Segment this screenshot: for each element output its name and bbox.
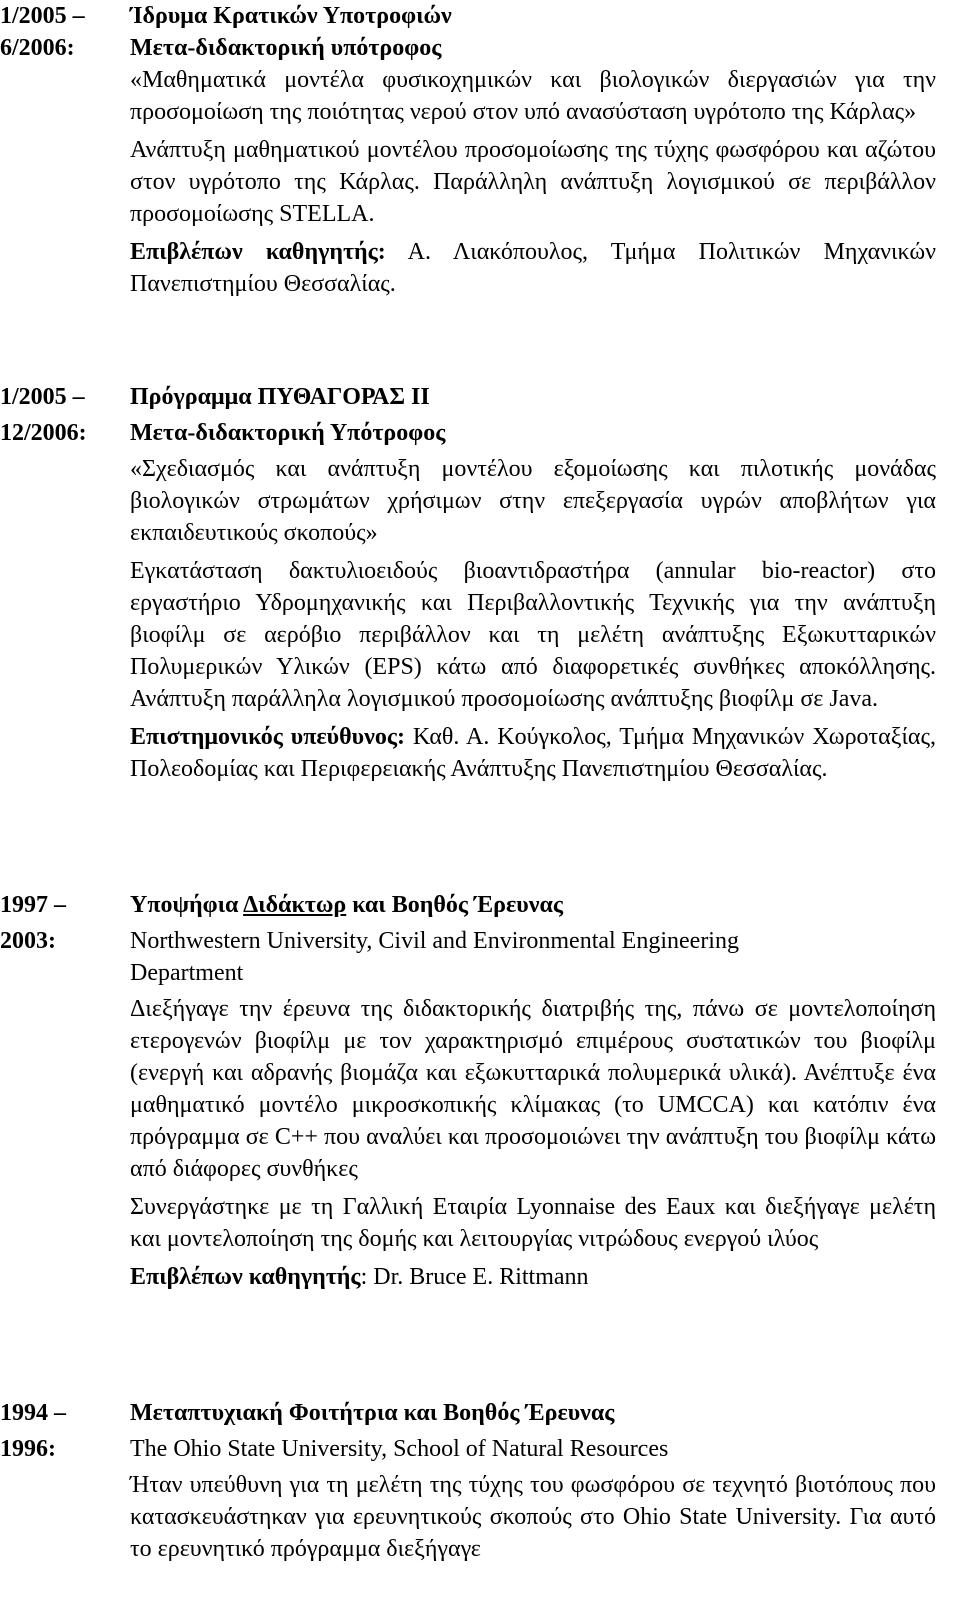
date-end: 1996: (0, 1436, 56, 1462)
cv-entry-pythagoras (0, 381, 960, 787)
date-start: 1/2005 – (0, 384, 85, 410)
entry-paragraph: Εγκατάσταση δακτυλιοειδούς βιοαντιδραστήρα (annular bio-reactor) στο εργαστήριο Υδρομηχανικής και Περιβαλλοντικής Τεχνικής για την ανάπτυξη βιοφίλμ σε αερόβιο περιβάλλον και τη μελέτη ανάπτυξης Εξωκυτταρικών Πολυμερικών Υλικών (EPS) κάτω από διαφορετικές συνθήκες αποκόλλησης. Ανάπτυξη παράλληλα λογισμικού προσομοίωσης ανάπτυξης βιοφίλμ σε Java. (130, 558, 936, 712)
date-start: 1994 – (0, 1400, 66, 1426)
title-part: Υποψήφια (130, 892, 244, 918)
entry-subtitle: Μετα-διδακτορική Υπότροφος (130, 420, 446, 446)
entry-subtitle: Μετα-διδακτορική υπότροφος (130, 35, 442, 61)
entry-institution: The Ohio State University, School of Natural Resources (130, 1436, 669, 1462)
supervisor-line (130, 236, 936, 300)
entry-title: Πρόγραμμα ΠΥΘΑΓΟΡΑΣ ΙΙ (130, 384, 430, 410)
cv-entry-state-scholarships (0, 0, 960, 302)
entry-title (130, 889, 936, 921)
supervisor-label: Επιστημονικός υπεύθυνος: (130, 724, 405, 750)
entry-subheader-row (0, 32, 960, 64)
entry-paragraph: Συνεργάστηκε με τη Γαλλική Εταιρία Lyonnaise des Eaux και διεξήγαγε μελέτη και μοντελοποίηση της δομής και λειτουργίας νιτρώδους ενεργού ιλύος (130, 1194, 936, 1252)
supervisor-line (130, 721, 936, 785)
entry-title: Ίδρυμα Κρατικών Υποτροφιών (130, 3, 452, 29)
entry-header-row (0, 889, 960, 921)
entry-header-row (0, 381, 960, 413)
entry-paragraph: «Σχεδιασμός και ανάπτυξη μοντέλου εξομοίωσης και πιλοτικής μονάδας βιολογικών στρωμάτων χρήσιμων στην επεξεργασία υγρών αποβλήτων για εκπαιδευτικούς σκοπούς» (130, 456, 936, 546)
entry-body (130, 1469, 936, 1565)
date-end: 2003: (0, 928, 56, 954)
entry-body (130, 993, 936, 1293)
title-part: και Βοηθός Έρευνας (346, 892, 563, 918)
entry-header-row (0, 1397, 960, 1429)
supervisor-text: Α. Λιακόπουλος, Τμήμα Πολιτικών Μηχανικών Πανεπιστημίου Θεσσαλίας. (130, 239, 937, 297)
entry-paragraph: Ήταν υπεύθυνη για τη μελέτη της τύχης του φωσφόρου σε τεχνητό βιοτόπους που κατασκευάστηκαν για ερευνητικούς σκοπούς στο Ohio State University. Για αυτό το ερευνητικό πρόγραμμα διεξήγαγε (130, 1472, 936, 1562)
supervisor-text: Καθ. Α. Κούγκολος, Τμήμα Μηχανικών Χωροταξίας, Πολεοδομίας και Περιφερειακής Ανάπτυξης Πανεπιστημίου Θεσσαλίας. (130, 724, 936, 782)
entry-institution: Northwestern University, Civil and Environmental Engineering Department (130, 928, 739, 986)
entry-subheader-row (0, 1433, 960, 1465)
entry-body (130, 453, 936, 785)
entry-body (130, 64, 936, 300)
date-end: 12/2006: (0, 420, 87, 446)
entry-paragraph: Διεξήγαγε την έρευνα της διδακτορικής διατριβής της, πάνω σε μοντελοποίηση ετερογενών βιοφίλμ με τον χαρακτηρισμό επιμέρους συστατικών του βιοφίλμ (ενεργή και αδρανής βιομάζα και εξωκυτταρικά πολυμερικά υλικά). Ανέπτυξε ένα μαθηματικό μοντέλο μικροσκοπικής κλίμακας (το UMCCA) και κατόπιν ένα πρόγραμμα σε C++ που αναλύει και προσομοιώνει την ανάπτυξη του βιοφίλμ κάτω από διάφορες συνθήκες (130, 996, 936, 1182)
title-underlined-part: Διδάκτωρ (243, 892, 347, 918)
entry-paragraph: Ανάπτυξη μαθηματικού μοντέλου προσομοίωσης της τύχης φωσφόρου και αζώτου στον υγρότοπο της Κάρλας. Παράλληλη ανάπτυξη λογισμικού σε περιβάλλον προσομοίωσης STELLA. (130, 137, 936, 227)
entry-paragraph: «Μαθηματικά μοντέλα φυσικοχημικών και βιολογικών διεργασιών για την προσομοίωση της ποιότητας νερού στον υπό ανασύσταση υγρότοπο της Κάρλας» (130, 67, 936, 125)
entry-header-row (0, 0, 960, 32)
date-start: 1997 – (0, 892, 66, 918)
supervisor-label: Επιβλέπων καθηγητής (130, 1264, 361, 1290)
cv-entry-ohio-state (0, 1397, 960, 1567)
supervisor-label: Επιβλέπων καθηγητής: (130, 239, 386, 265)
date-end: 6/2006: (0, 35, 75, 61)
supervisor-line (130, 1261, 936, 1293)
date-start: 1/2005 – (0, 3, 85, 29)
entry-title: Μεταπτυχιακή Φοιτήτρια και Βοηθός Έρευνας (130, 1400, 615, 1426)
cv-entry-northwestern (0, 889, 960, 1295)
supervisor-text: : Dr. Bruce E. Rittmann (360, 1264, 589, 1290)
entry-subheader-row (0, 417, 960, 449)
entry-subheader-row (0, 925, 960, 989)
